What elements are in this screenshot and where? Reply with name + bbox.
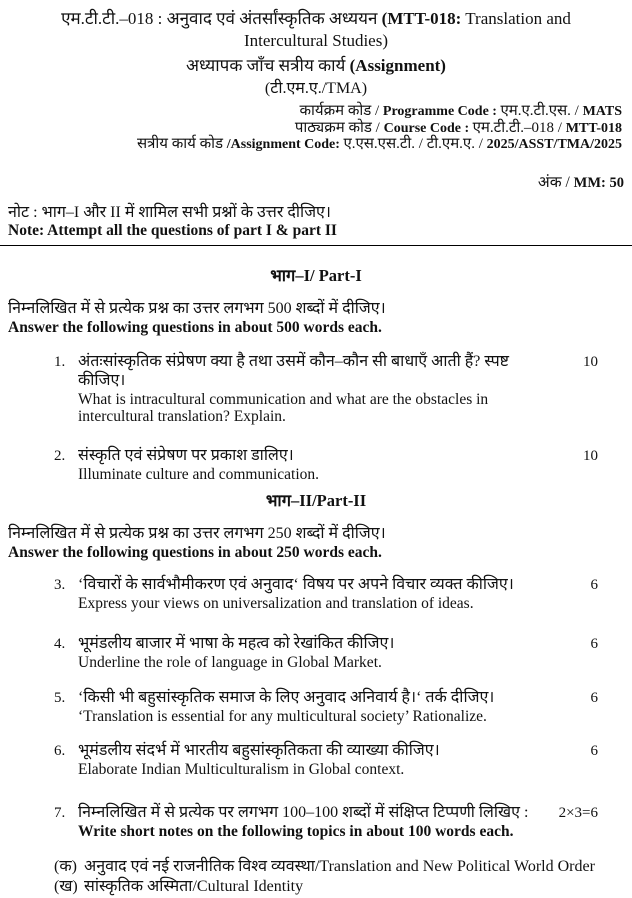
question-text-english: What is intracultural communication and what are the obstacles in intercultural translation? Explain. bbox=[78, 391, 489, 426]
course-code-bold: (MTT-018: bbox=[381, 9, 462, 28]
question-body bbox=[78, 803, 552, 841]
subitem-label: (ख) bbox=[54, 878, 78, 896]
question-body bbox=[78, 575, 552, 613]
question-body bbox=[78, 741, 552, 779]
question-number: 4. bbox=[54, 636, 66, 653]
assignment-title-hindi: अध्यापक जाँच सत्रीय कार्य bbox=[186, 55, 350, 75]
question-text-hindi: अंतःसांस्कृतिक संप्रेषण क्या है तथा उसमें कौन–कौन सी बाधाएँ आती हैं? स्पष्ट कीजिए। bbox=[78, 352, 510, 389]
question-number: 1. bbox=[54, 353, 66, 370]
subitem-text: अनुवाद एवं नई राजनीतिक विश्व व्यवस्था/Translation and New Political World Order bbox=[84, 858, 595, 876]
question-text-english: ‘Translation is essential for any multicultural society’ Rationalize. bbox=[78, 707, 487, 725]
question-marks: 6 bbox=[590, 636, 598, 653]
programme-code-value-hindi: एम.ए.टी.एस. / bbox=[500, 103, 583, 120]
programme-code-label-english: Programme Code : bbox=[382, 104, 501, 120]
max-marks-value: MM: 50 bbox=[573, 174, 624, 191]
tma-line: (टी.एम.ए./TMA) bbox=[264, 80, 368, 98]
course-code-label-english: Course Code : bbox=[383, 120, 473, 136]
part2-heading: भाग–II/Part-II bbox=[265, 491, 367, 511]
question-number: 3. bbox=[54, 576, 66, 593]
divider-line bbox=[0, 245, 632, 246]
question-text-english: Elaborate Indian Multiculturalism in Global context. bbox=[78, 761, 405, 779]
assignment-title-english: (Assignment) bbox=[349, 55, 446, 75]
course-title bbox=[0, 8, 632, 53]
part1-instruction-hindi: निम्नलिखित में से प्रत्येक प्रश्न का उत्तर लगभग 500 शब्दों में दीजिए। bbox=[8, 300, 386, 318]
question-text-english: Express your views on universalization and translation of ideas. bbox=[78, 594, 474, 612]
question-6 bbox=[0, 741, 632, 779]
question-number: 5. bbox=[54, 689, 66, 706]
question-4 bbox=[0, 634, 632, 672]
course-title-english: Translation and Intercultural Studies) bbox=[244, 9, 571, 51]
question-text-hindi: भूमंडलीय बाजार में भाषा के महत्व को रेखांकित कीजिए। bbox=[78, 635, 395, 653]
question-3 bbox=[0, 575, 632, 613]
question-body bbox=[78, 688, 552, 726]
question-text-hindi: संस्कृति एवं संप्रेषण पर प्रकाश डालिए। bbox=[78, 446, 294, 464]
question-7 bbox=[0, 803, 632, 841]
assignment-code-value-hindi: ए.एस.एस.टी. / टी.एम.ए. / bbox=[343, 136, 487, 153]
programme-code-value-english: MATS bbox=[582, 104, 622, 120]
part1-instruction-english: Answer the following questions in about 500 words each. bbox=[8, 318, 382, 336]
question-5 bbox=[0, 688, 632, 726]
assignment-code-line bbox=[0, 136, 622, 153]
question-body bbox=[78, 446, 552, 484]
course-code-value-hindi: एम.टी.टी.–018 / bbox=[472, 119, 566, 136]
assignment-code-label-hindi: सत्रीय कार्य कोड bbox=[136, 136, 227, 153]
question-7-subitems bbox=[0, 857, 632, 897]
part1-heading: भाग–I/ Part-I bbox=[270, 266, 362, 286]
codes-block bbox=[0, 103, 632, 153]
question-number: 2. bbox=[54, 447, 66, 464]
question-text-english: Illuminate culture and communication. bbox=[78, 465, 320, 483]
part2-instruction-english: Answer the following questions in about 250 words each. bbox=[8, 543, 382, 561]
note-block bbox=[0, 203, 632, 240]
question-marks: 10 bbox=[583, 353, 598, 370]
course-code-label-hindi: पाठ्यक्रम कोड / bbox=[294, 119, 384, 136]
question-marks: 6 bbox=[590, 576, 598, 593]
assignment-code-value-english: 2025/ASST/TMA/2025 bbox=[486, 137, 622, 153]
question-marks: 6 bbox=[590, 689, 598, 706]
question-body bbox=[78, 634, 552, 672]
assignment-code-label-english: /Assignment Code: bbox=[226, 137, 344, 153]
question-marks: 2×3=6 bbox=[558, 804, 598, 821]
assignment-title bbox=[0, 55, 632, 77]
max-marks-label-hindi: अंक / bbox=[537, 173, 574, 191]
course-title-hindi: एम.टी.टी.–018 : अनुवाद एवं अंतर्सांस्कृतिक अध्ययन bbox=[61, 9, 382, 28]
question-2 bbox=[0, 446, 632, 484]
course-code-value-english: MTT-018 bbox=[565, 120, 622, 136]
max-marks-line bbox=[0, 170, 632, 192]
subitem-label: (क) bbox=[54, 858, 77, 876]
question-body bbox=[78, 352, 552, 426]
question-text-hindi: निम्नलिखित में से प्रत्येक पर लगभग 100–100 शब्दों में संक्षिप्त टिप्पणी लिखिए : bbox=[78, 803, 529, 821]
question-text-hindi: ‘विचारों के सार्वभौमीकरण एवं अनुवाद‘ विषय पर अपने विचार व्यक्त कीजिए। bbox=[78, 575, 514, 593]
subitem-ka bbox=[54, 857, 632, 877]
part2-instruction-hindi: निम्नलिखित में से प्रत्येक प्रश्न का उत्तर लगभग 250 शब्दों में दीजिए। bbox=[8, 525, 386, 543]
question-text-english: Underline the role of language in Global Market. bbox=[78, 654, 382, 672]
subitem-text: सांस्कृतिक अस्मिता/Cultural Identity bbox=[84, 878, 304, 896]
question-number: 7. bbox=[54, 804, 66, 821]
note-hindi: नोट : भाग–I और II में शामिल सभी प्रश्नों के उत्तर दीजिए। bbox=[8, 203, 331, 221]
question-marks: 10 bbox=[583, 447, 598, 464]
note-english: Note: Attempt all the questions of part I & part II bbox=[8, 222, 337, 240]
question-text-hindi: ‘किसी भी बहुसांस्कृतिक समाज के लिए अनुवाद अनिवार्य है।‘ तर्क दीजिए। bbox=[78, 688, 495, 706]
question-marks: 6 bbox=[590, 743, 598, 760]
programme-code-line bbox=[0, 103, 622, 120]
subitem-kha bbox=[54, 877, 632, 897]
programme-code-label-hindi: कार्यक्रम कोड / bbox=[299, 103, 383, 120]
question-number: 6. bbox=[54, 743, 66, 760]
question-text-hindi: भूमंडलीय संदर्भ में भारतीय बहुसांस्कृतिकता की व्याख्या कीजिए। bbox=[78, 742, 440, 760]
document-header bbox=[0, 8, 632, 99]
question-1 bbox=[0, 352, 632, 426]
question-text-english: Write short notes on the following topics in about 100 words each. bbox=[78, 822, 514, 840]
course-code-line bbox=[0, 120, 622, 137]
